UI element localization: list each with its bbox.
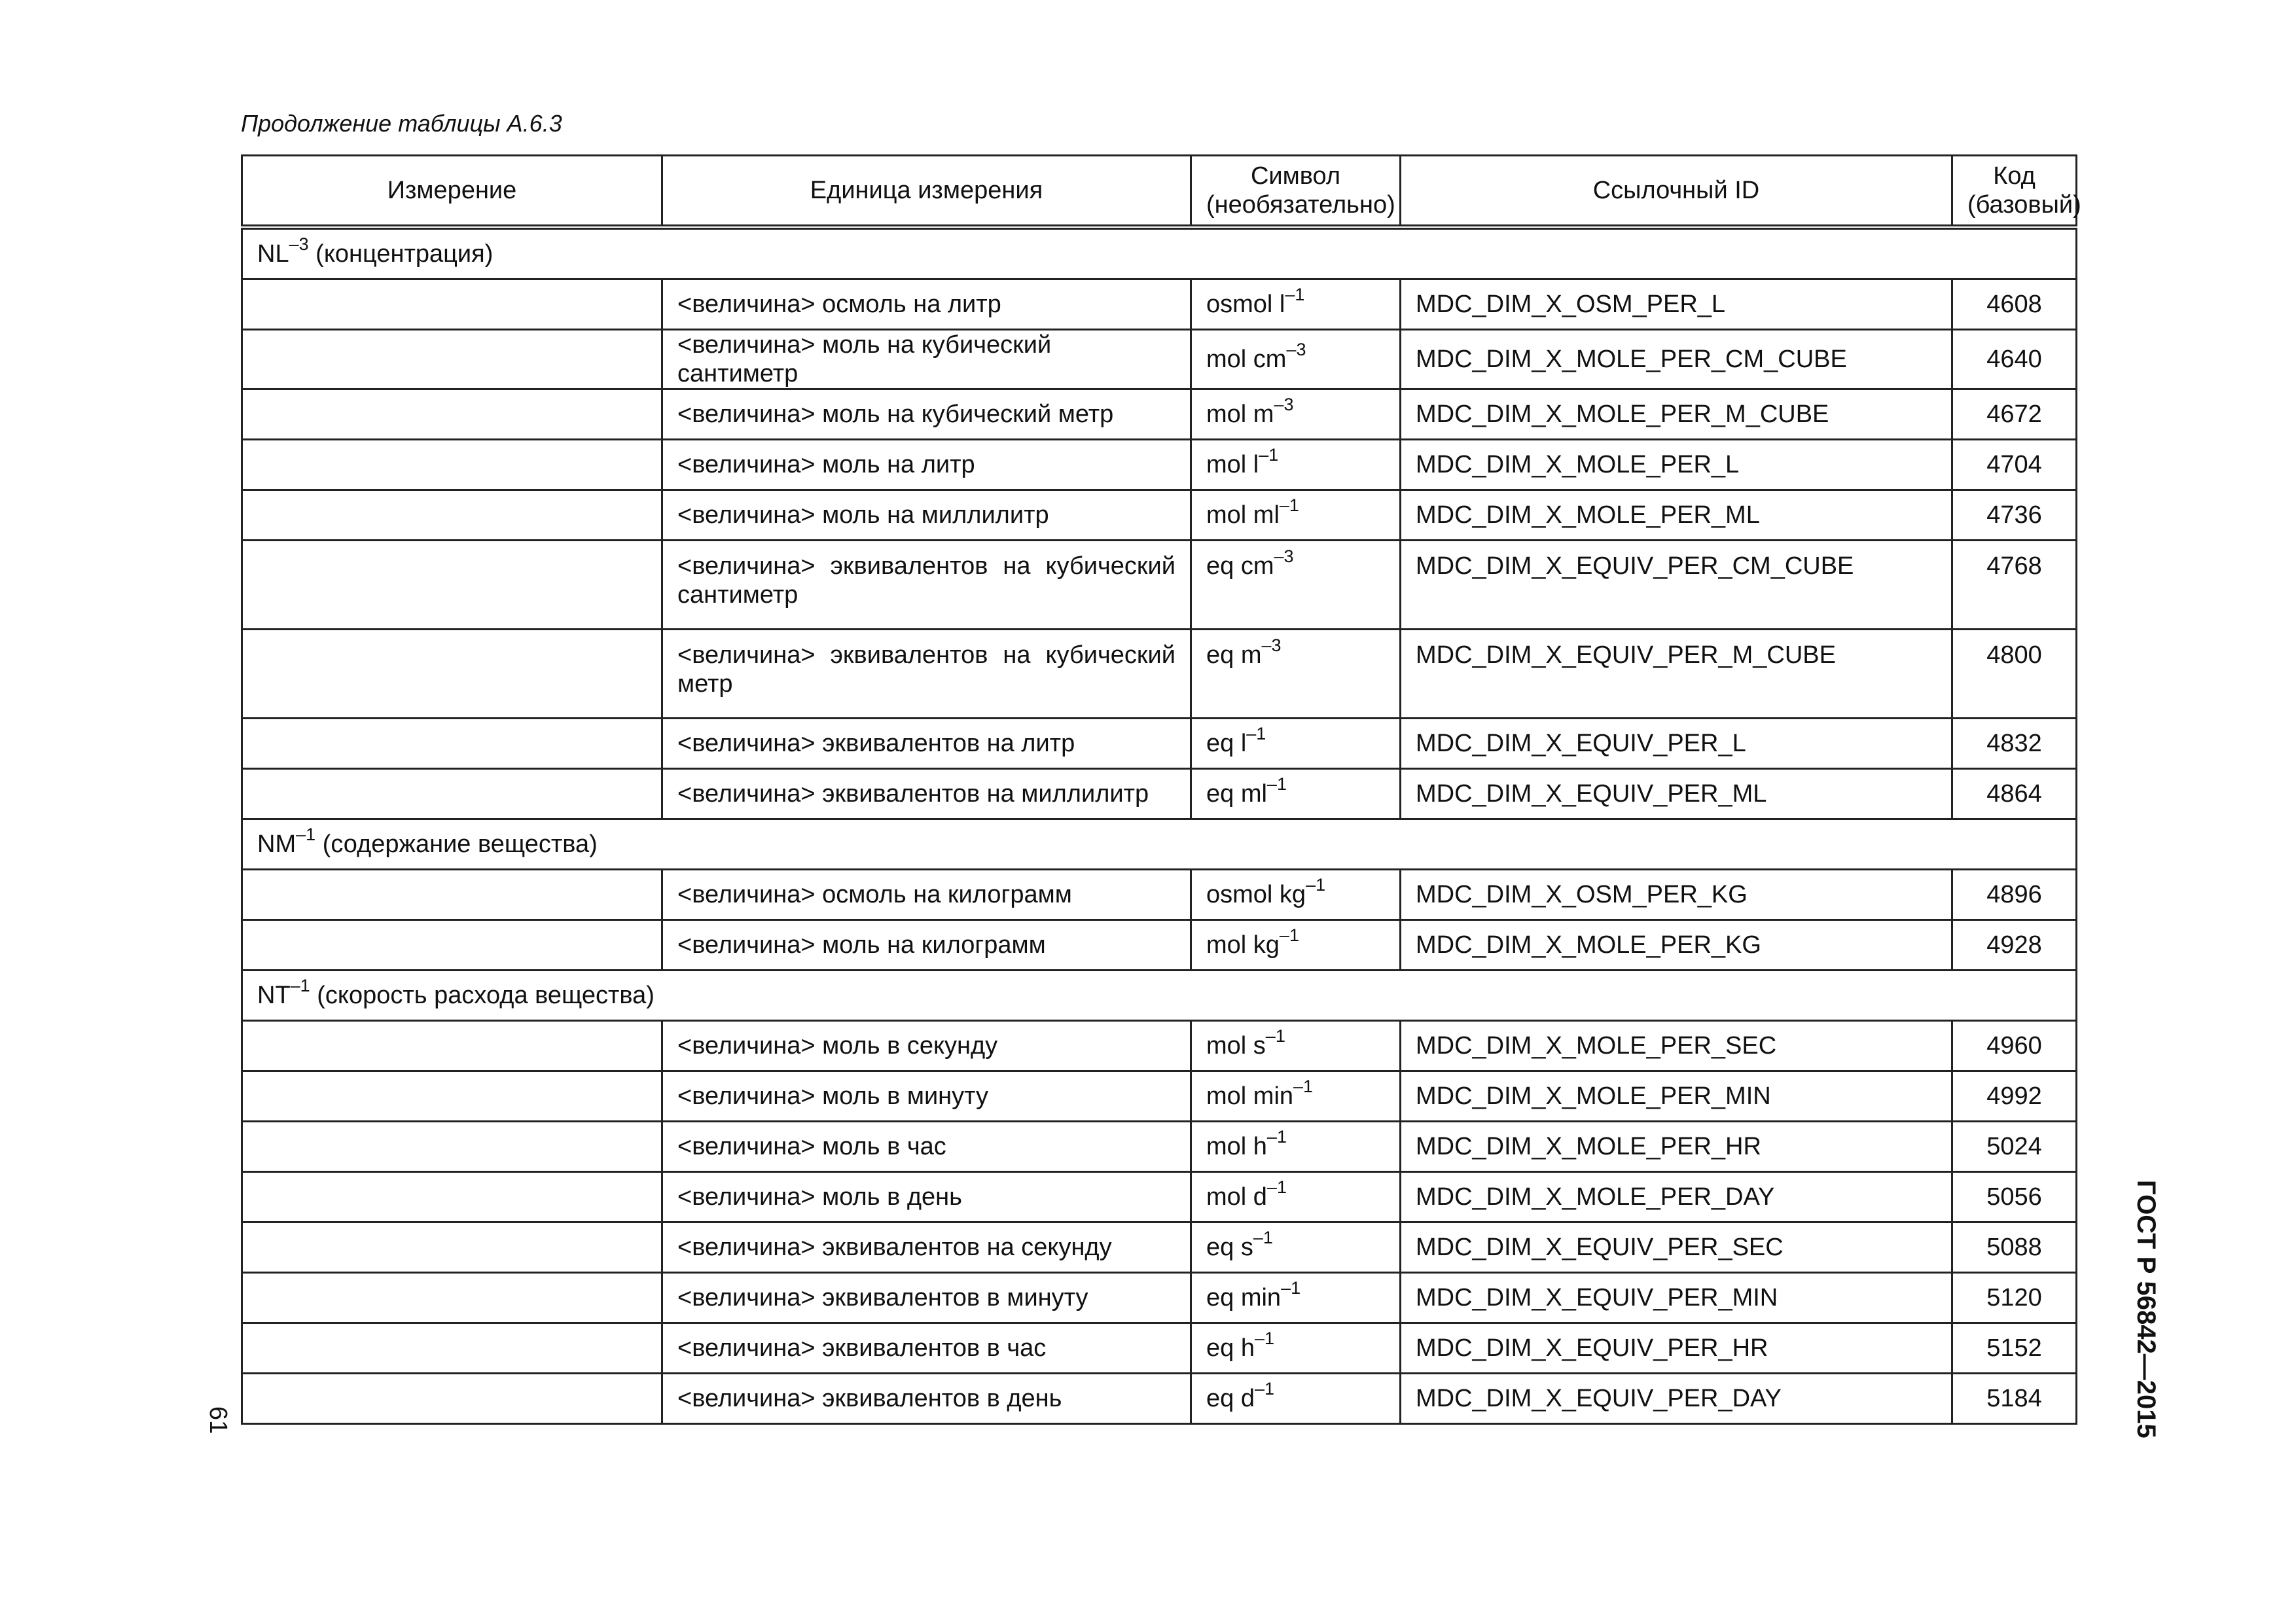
unit-cell: <величина> моль в секунду [662,1021,1191,1071]
symbol-base: osmol kg [1206,881,1306,908]
dimension-cell [242,769,662,819]
symbol-cell [1191,1172,1401,1222]
table-row [242,870,2077,920]
unit-cell: <величина> эквивалентов на литр [662,719,1191,769]
col-header-unit: Единица измерения [662,156,1191,228]
unit-cell: <величина> эквивалентов на секунду [662,1222,1191,1273]
symbol-exponent: –1 [1279,495,1299,516]
code-cell: 5152 [1952,1323,2077,1374]
unit-cell: <величина> моль на миллилитр [662,490,1191,541]
table-header-row [242,156,2077,228]
dimension-cell [242,870,662,920]
symbol-exponent: –1 [1246,724,1266,744]
symbol-cell [1191,1222,1401,1273]
symbol-base: eq s [1206,1234,1253,1261]
table-row [242,769,2077,819]
symbol-base: mol ml [1206,501,1280,529]
table-row [242,330,2077,389]
ref-id-cell: MDC_DIM_X_EQUIV_PER_SEC [1401,1222,1952,1273]
symbol-base: osmol l [1206,291,1285,318]
col-header-symbol: Символ (необязательно) [1191,156,1401,228]
dimension-cell [242,1273,662,1323]
ref-id-cell: MDC_DIM_X_EQUIV_PER_ML [1401,769,1952,819]
group-title-exponent: –3 [289,234,309,255]
dimension-cell [242,1172,662,1222]
symbol-exponent: –1 [1259,445,1279,465]
table-body [242,227,2077,1424]
code-cell: 4736 [1952,490,2077,541]
symbol-base: eq l [1206,730,1247,757]
ref-id-cell: MDC_DIM_X_MOLE_PER_CM_CUBE [1401,330,1952,389]
group-title-base: NT [257,982,291,1009]
unit-cell: <величина> моль на литр [662,440,1191,490]
ref-id-cell: MDC_DIM_X_EQUIV_PER_MIN [1401,1273,1952,1323]
ref-id-cell: MDC_DIM_X_MOLE_PER_M_CUBE [1401,389,1952,440]
dimension-cell [242,920,662,971]
dimension-cell [242,1374,662,1424]
code-cell: 4800 [1952,630,2077,719]
unit-cell: <величина> эквивалентов в час [662,1323,1191,1374]
symbol-cell [1191,870,1401,920]
symbol-cell [1191,1323,1401,1374]
code-cell: 4608 [1952,279,2077,330]
page-number: 61 [204,1406,232,1435]
symbol-base: eq cm [1206,552,1274,580]
ref-id-cell: MDC_DIM_X_MOLE_PER_L [1401,440,1952,490]
code-cell: 5120 [1952,1273,2077,1323]
unit-cell: <величина> эквивалентов на миллилитр [662,769,1191,819]
unit-cell: <величина> эквивалентов на кубический метр [662,630,1191,719]
table-row [242,279,2077,330]
unit-cell: <величина> моль на кубический метр [662,389,1191,440]
unit-cell: <величина> осмоль на литр [662,279,1191,330]
symbol-base: eq d [1206,1385,1255,1412]
code-cell: 5056 [1952,1172,2077,1222]
symbol-base: eq m [1206,641,1262,669]
table-row [242,541,2077,630]
symbol-base: eq min [1206,1284,1282,1311]
dimension-cell [242,1323,662,1374]
group-title-exponent: –1 [290,976,310,996]
symbol-base: mol m [1206,401,1274,428]
symbol-exponent: –3 [1286,340,1306,360]
symbol-exponent: –1 [1285,285,1305,305]
ref-id-cell: MDC_DIM_X_OSM_PER_L [1401,279,1952,330]
symbol-exponent: –1 [1306,875,1326,895]
symbol-cell [1191,541,1401,630]
ref-id-cell: MDC_DIM_X_EQUIV_PER_HR [1401,1323,1952,1374]
ref-id-cell: MDC_DIM_X_EQUIV_PER_M_CUBE [1401,630,1952,719]
group-title-label: (концентрация) [308,240,493,268]
symbol-base: mol cm [1206,346,1287,373]
table-row [242,1071,2077,1122]
unit-cell: <величина> эквивалентов в минуту [662,1273,1191,1323]
code-cell: 5024 [1952,1122,2077,1172]
symbol-exponent: –1 [1279,925,1299,946]
table-row [242,1021,2077,1071]
dimension-cell [242,541,662,630]
symbol-exponent: –1 [1265,1026,1285,1046]
table-row [242,1323,2077,1374]
symbol-exponent: –1 [1254,1379,1275,1399]
code-cell: 5088 [1952,1222,2077,1273]
ref-id-cell: MDC_DIM_X_MOLE_PER_SEC [1401,1021,1952,1071]
symbol-cell [1191,630,1401,719]
dimension-cell [242,490,662,541]
dimension-cell [242,1071,662,1122]
dimension-cell [242,1222,662,1273]
table-row [242,719,2077,769]
col-header-dimension: Измерение [242,156,662,228]
table-row [242,1122,2077,1172]
table-row [242,1374,2077,1424]
symbol-exponent: –1 [1281,1278,1301,1298]
dimension-cell [242,719,662,769]
dimension-cell [242,440,662,490]
unit-cell: <величина> моль на кубический сантиметр [662,330,1191,389]
group-row [242,819,2077,870]
symbol-cell [1191,1374,1401,1424]
ref-id-cell: MDC_DIM_X_MOLE_PER_DAY [1401,1172,1952,1222]
ref-id-cell: MDC_DIM_X_OSM_PER_KG [1401,870,1952,920]
group-row [242,971,2077,1021]
symbol-cell [1191,1071,1401,1122]
ref-id-cell: MDC_DIM_X_MOLE_PER_ML [1401,490,1952,541]
symbol-cell [1191,1021,1401,1071]
units-table [241,154,2081,1425]
symbol-exponent: –1 [1266,1127,1287,1147]
symbol-cell [1191,440,1401,490]
symbol-base: mol h [1206,1133,1267,1160]
standard-title: ГОСТ Р 56842—2015 [2132,1179,2161,1438]
symbol-cell [1191,330,1401,389]
symbol-exponent: –1 [1293,1077,1314,1097]
unit-cell: <величина> моль на килограмм [662,920,1191,971]
code-cell: 4768 [1952,541,2077,630]
symbol-base: mol min [1206,1082,1294,1110]
code-cell: 4960 [1952,1021,2077,1071]
unit-cell: <величина> моль в день [662,1172,1191,1222]
table-caption: Продолжение таблицы А.6.3 [241,110,562,137]
symbol-exponent: –1 [1266,774,1287,794]
code-cell: 4992 [1952,1071,2077,1122]
group-title-label: (содержание вещества) [315,830,598,858]
unit-cell: <величина> моль в минуту [662,1071,1191,1122]
symbol-exponent: –1 [1254,1329,1275,1349]
symbol-cell [1191,389,1401,440]
group-title [242,971,2077,1021]
dimension-cell [242,330,662,389]
table-row [242,1172,2077,1222]
symbol-exponent: –1 [1253,1228,1273,1248]
symbol-base: mol s [1206,1032,1266,1060]
code-cell: 4832 [1952,719,2077,769]
group-title-base: NM [257,830,296,858]
code-cell: 4928 [1952,920,2077,971]
unit-cell: <величина> моль в час [662,1122,1191,1172]
group-title [242,227,2077,279]
group-row [242,227,2077,279]
symbol-cell [1191,490,1401,541]
code-cell: 4640 [1952,330,2077,389]
dimension-cell [242,1021,662,1071]
symbol-cell [1191,769,1401,819]
group-title-exponent: –1 [296,825,316,845]
code-cell: 4704 [1952,440,2077,490]
group-title-base: NL [257,240,289,268]
dimension-cell [242,389,662,440]
symbol-base: mol d [1206,1183,1267,1211]
group-title [242,819,2077,870]
symbol-cell [1191,1273,1401,1323]
symbol-base: mol l [1206,451,1259,478]
unit-cell: <величина> эквивалентов в день [662,1374,1191,1424]
symbol-exponent: –3 [1261,635,1282,656]
symbol-base: eq h [1206,1334,1255,1362]
table-row [242,1273,2077,1323]
symbol-exponent: –3 [1274,395,1294,415]
table-row [242,389,2077,440]
code-cell: 4864 [1952,769,2077,819]
col-header-code: Код (базовый) [1952,156,2077,228]
col-header-ref-id: Ссылочный ID [1401,156,1952,228]
table-row [242,440,2077,490]
ref-id-cell: MDC_DIM_X_MOLE_PER_HR [1401,1122,1952,1172]
table-row [242,1222,2077,1273]
code-cell: 4672 [1952,389,2077,440]
table-row [242,630,2077,719]
symbol-exponent: –1 [1266,1177,1287,1198]
symbol-base: mol kg [1206,931,1280,959]
symbol-cell [1191,1122,1401,1172]
table-row [242,490,2077,541]
table-row [242,920,2077,971]
code-cell: 4896 [1952,870,2077,920]
ref-id-cell: MDC_DIM_X_EQUIV_PER_L [1401,719,1952,769]
symbol-cell [1191,719,1401,769]
ref-id-cell: MDC_DIM_X_MOLE_PER_KG [1401,920,1952,971]
symbol-base: eq ml [1206,780,1267,808]
unit-cell: <величина> осмоль на килограмм [662,870,1191,920]
symbol-exponent: –3 [1274,546,1294,567]
dimension-cell [242,279,662,330]
ref-id-cell: MDC_DIM_X_MOLE_PER_MIN [1401,1071,1952,1122]
ref-id-cell: MDC_DIM_X_EQUIV_PER_DAY [1401,1374,1952,1424]
symbol-cell [1191,920,1401,971]
unit-cell: <величина> эквивалентов на кубический сантиметр [662,541,1191,630]
symbol-cell [1191,279,1401,330]
dimension-cell [242,630,662,719]
ref-id-cell: MDC_DIM_X_EQUIV_PER_CM_CUBE [1401,541,1952,630]
dimension-cell [242,1122,662,1172]
code-cell: 5184 [1952,1374,2077,1424]
group-title-label: (скорость расхода вещества) [310,982,655,1009]
